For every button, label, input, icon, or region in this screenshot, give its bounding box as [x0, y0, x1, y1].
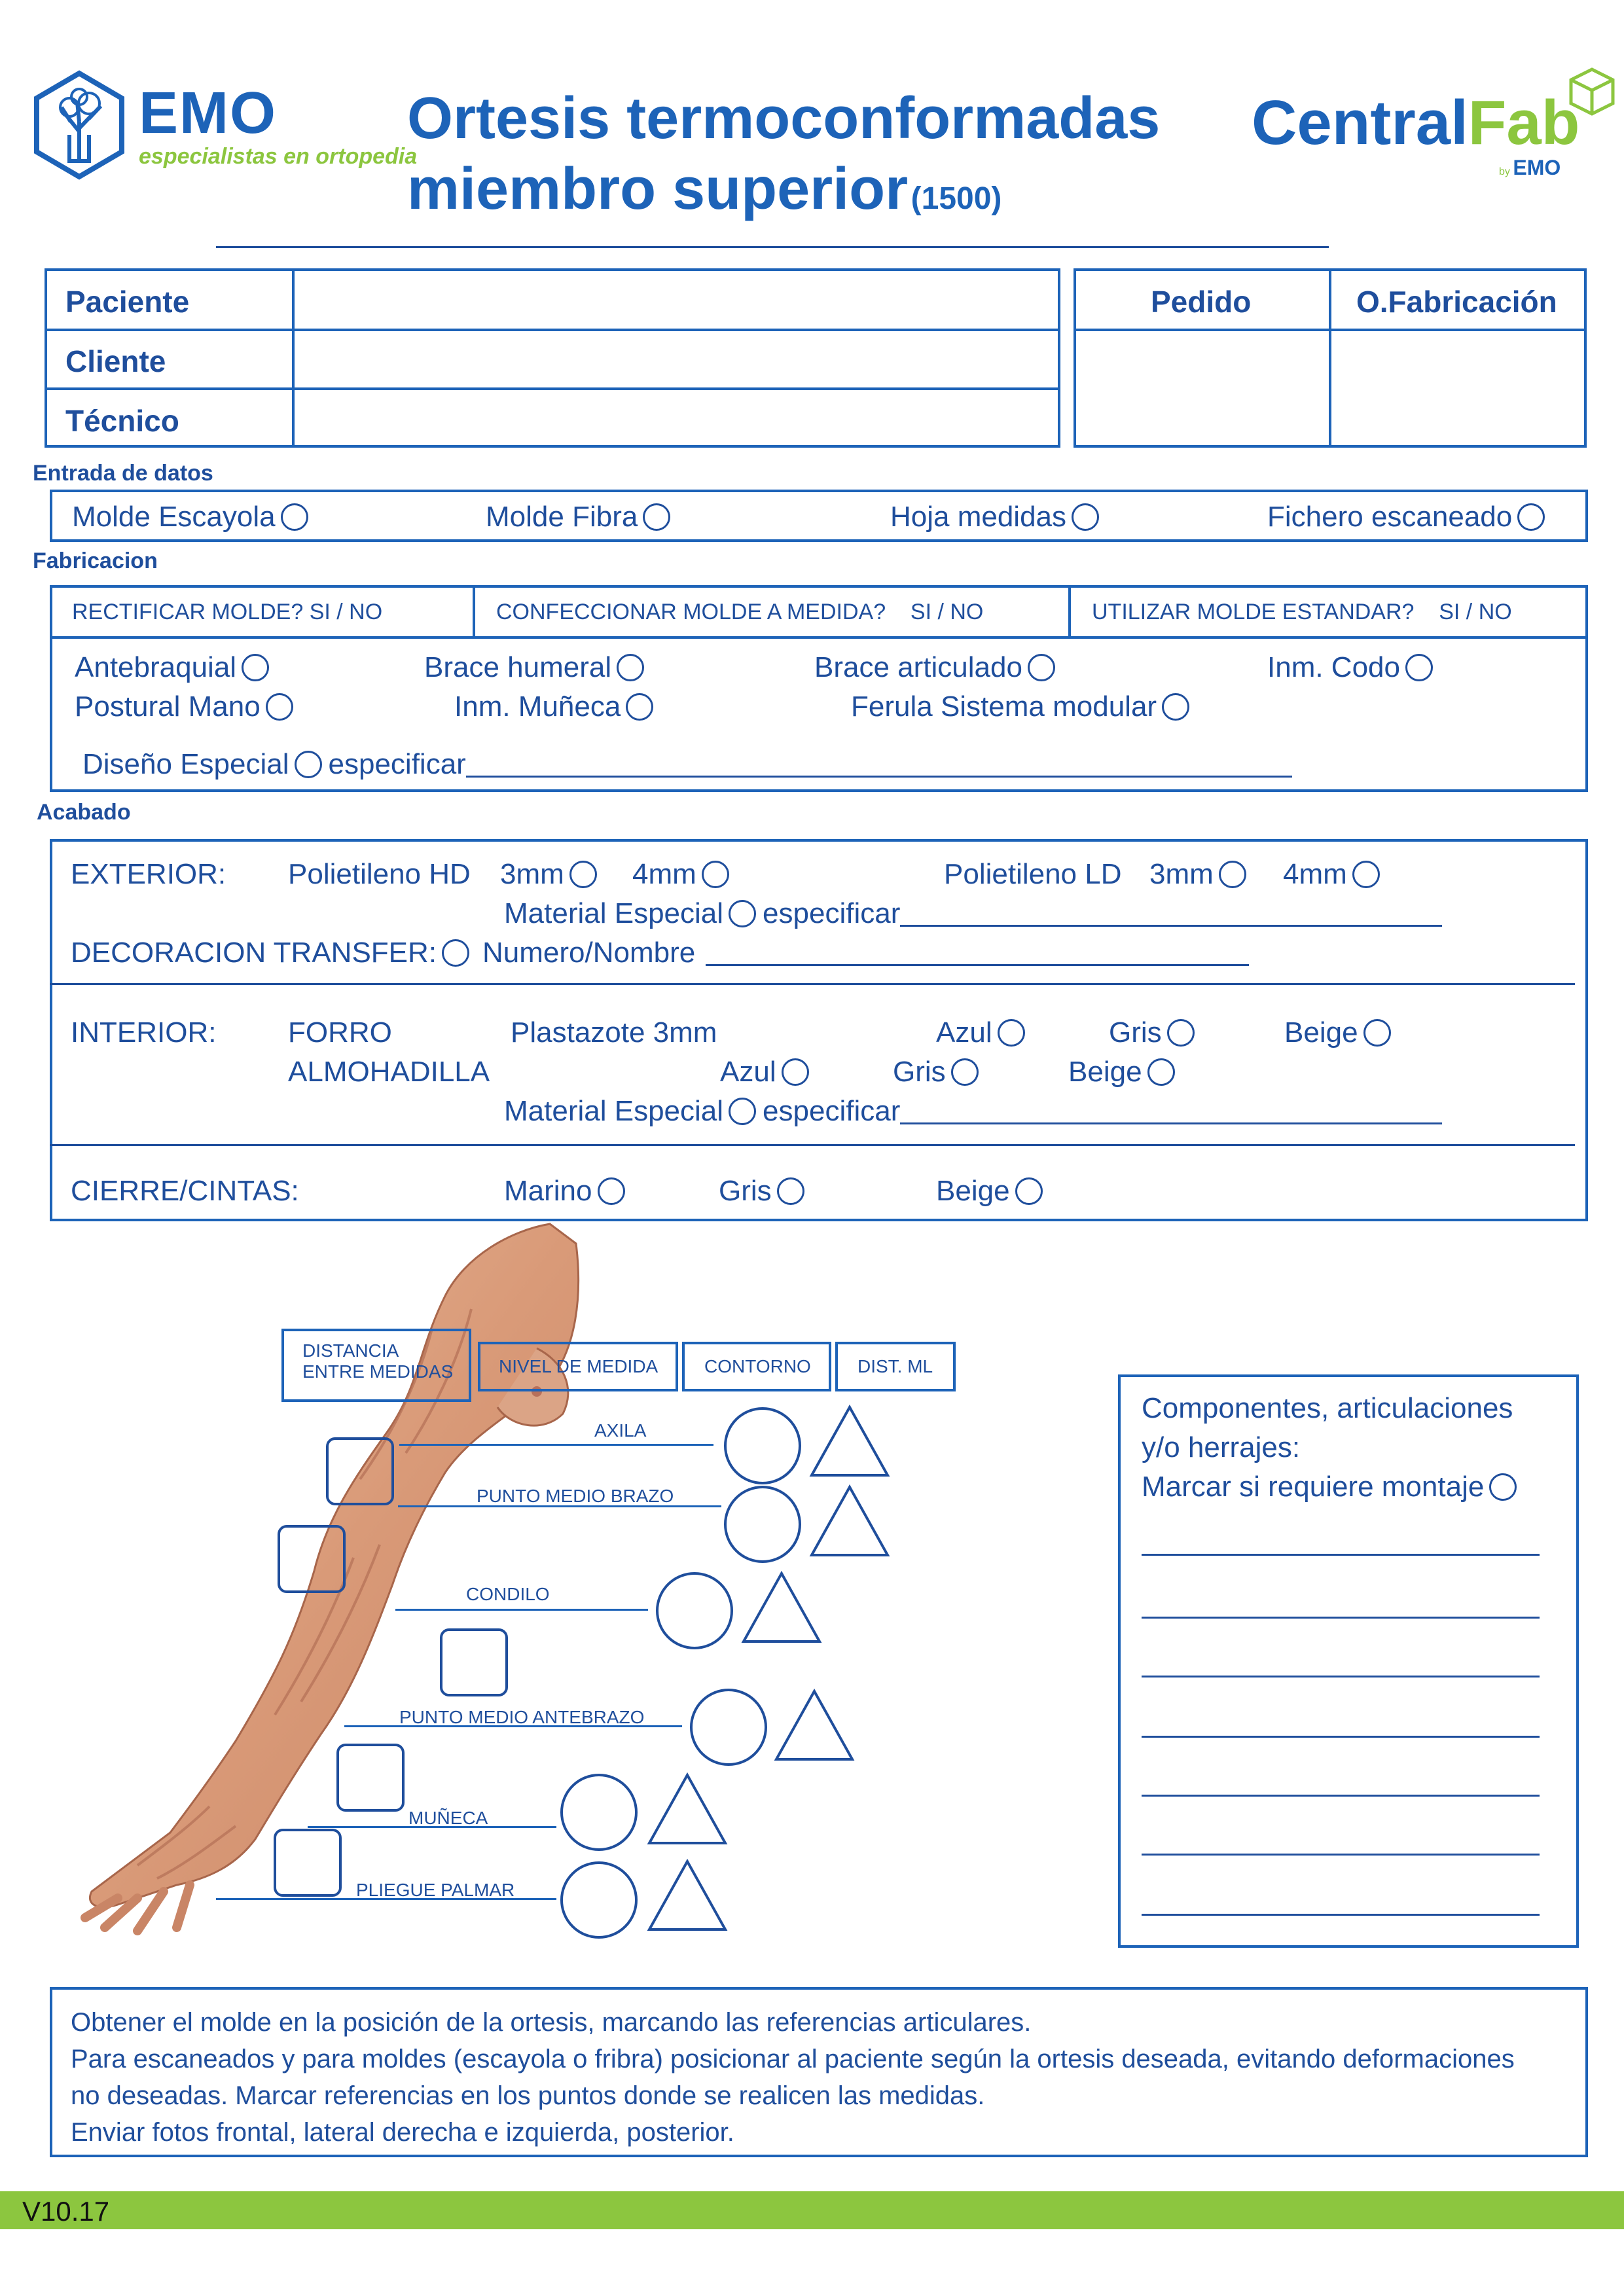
contorno-label: CONTORNO	[704, 1356, 811, 1376]
tecnico-field[interactable]	[296, 390, 1056, 445]
contorno-axila-circle[interactable]	[724, 1407, 801, 1484]
radio-circle-icon[interactable]	[1072, 503, 1099, 531]
distance-input-box[interactable]	[336, 1744, 405, 1812]
polietileno-hd-label: Polietileno HD	[288, 858, 471, 890]
cliente-label: Cliente	[65, 344, 166, 378]
acabado-section-title: Acabado	[37, 800, 131, 825]
radio-circle-icon[interactable]	[1489, 1473, 1517, 1501]
radio-circle-icon[interactable]	[1517, 503, 1545, 531]
components-line-1: Componentes, articulaciones	[1142, 1392, 1513, 1424]
radio-circle-icon[interactable]	[242, 654, 269, 681]
contorno-muneca-circle[interactable]	[560, 1774, 638, 1851]
question-confeccionar-molde[interactable]: CONFECCIONAR MOLDE A MEDIDA? SI / NO	[496, 600, 984, 624]
option-cierre-gris[interactable]: Gris	[719, 1177, 804, 1206]
option-almohadilla-gris[interactable]: Gris	[893, 1058, 979, 1086]
option-interior-material-especial[interactable]: Material Especial especificar	[504, 1097, 1442, 1126]
radio-circle-icon[interactable]	[281, 503, 308, 531]
pedido-field[interactable]	[1077, 331, 1327, 445]
option-postural-mano[interactable]: Postural Mano	[75, 692, 293, 721]
components-write-line[interactable]	[1142, 1676, 1540, 1677]
level-pliegue-palmar: PLIEGUE PALMAR	[356, 1880, 515, 1900]
diseno-especificar-field[interactable]	[466, 752, 1292, 778]
polietileno-ld-label: Polietileno LD	[944, 858, 1122, 890]
fabricacion-section-title: Fabricacion	[33, 548, 158, 573]
option-brace-humeral[interactable]: Brace humeral	[424, 653, 644, 682]
question-utilizar-molde-estandar[interactable]: UTILIZAR MOLDE ESTANDAR? SI / NO	[1092, 600, 1512, 624]
distance-input-box[interactable]	[274, 1829, 342, 1897]
option-hd-3mm[interactable]: 3mm	[500, 860, 597, 889]
level-condilo: CONDILO	[466, 1584, 550, 1604]
emo-tagline: especialistas en ortopedia	[139, 144, 418, 169]
centralfab-emo: EMO	[1513, 156, 1561, 179]
radio-circle-icon[interactable]	[729, 1098, 756, 1125]
dist-ml-muneca-triangle-icon[interactable]	[647, 1772, 728, 1846]
option-inm-codo[interactable]: Inm. Codo	[1267, 653, 1433, 682]
plastazote-label: Plastazote 3mm	[511, 1016, 717, 1049]
radio-circle-icon[interactable]	[442, 939, 469, 967]
radio-circle-icon[interactable]	[266, 693, 293, 721]
almohadilla-label: ALMOHADILLA	[288, 1056, 490, 1088]
option-molde-escayola[interactable]: Molde Escayola	[72, 503, 308, 531]
dist-ml-label: DIST. ML	[857, 1356, 933, 1376]
exterior-label: EXTERIOR:	[71, 858, 226, 890]
option-forro-beige[interactable]: Beige	[1284, 1018, 1391, 1047]
centralfab-central: Central	[1252, 88, 1468, 158]
contorno-punto-medio-antebrazo-circle[interactable]	[690, 1689, 767, 1766]
distancia-entre-medidas-label: DISTANCIA ENTRE MEDIDAS	[302, 1340, 454, 1382]
option-cierre-marino[interactable]: Marino	[504, 1177, 625, 1206]
option-ferula-sistema-modular[interactable]: Ferula Sistema modular	[851, 692, 1189, 721]
components-write-line[interactable]	[1142, 1795, 1540, 1797]
option-brace-articulado[interactable]: Brace articulado	[814, 653, 1055, 682]
components-write-line[interactable]	[1142, 1617, 1540, 1619]
option-molde-fibra[interactable]: Molde Fibra	[486, 503, 670, 531]
tecnico-label: Técnico	[65, 404, 179, 438]
distance-input-box[interactable]	[278, 1525, 346, 1593]
components-line-2: y/o herrajes:	[1142, 1431, 1301, 1463]
radio-circle-icon[interactable]	[1405, 654, 1433, 681]
radio-circle-icon[interactable]	[598, 1177, 625, 1205]
question-rectificar-molde[interactable]: RECTIFICAR MOLDE? SI / NO	[72, 600, 383, 624]
cube-icon	[1566, 65, 1618, 118]
radio-circle-icon[interactable]	[617, 654, 644, 681]
option-hd-4mm[interactable]: 4mm	[632, 860, 729, 889]
emo-logo-text: EMO	[139, 81, 278, 146]
dist-ml-condilo-triangle-icon[interactable]	[741, 1571, 822, 1644]
tree-hexagon-icon	[30, 69, 128, 181]
title-line-1: Ortesis termoconformadas	[407, 86, 1161, 151]
option-diseno-especial[interactable]: Diseño Especial especificar	[82, 750, 1292, 779]
option-exterior-material-especial[interactable]: Material Especial especificar	[504, 899, 1442, 928]
dist-ml-punto-medio-brazo-triangle-icon[interactable]	[809, 1484, 890, 1558]
option-inm-muneca[interactable]: Inm. Muñeca	[454, 692, 653, 721]
radio-circle-icon[interactable]	[1162, 693, 1189, 721]
nivel-de-medida-label: NIVEL DE MEDIDA	[499, 1356, 659, 1376]
ofabricacion-label: O.Fabricación	[1356, 285, 1557, 319]
instruction-line-4: Enviar fotos frontal, lateral derecha e izquierda, posterior.	[71, 2118, 734, 2147]
radio-circle-icon[interactable]	[626, 693, 653, 721]
radio-circle-icon[interactable]	[1219, 861, 1246, 888]
title-line-2: miembro superior	[407, 156, 909, 222]
entrada-section-title: Entrada de datos	[33, 461, 213, 486]
instructions-text	[71, 2004, 1576, 2151]
title-code: (1500)	[911, 181, 1002, 216]
cierre-cintas-label: CIERRE/CINTAS:	[71, 1175, 299, 1207]
option-almohadilla-azul[interactable]: Azul	[720, 1058, 809, 1086]
paciente-label: Paciente	[65, 285, 190, 319]
radio-circle-icon[interactable]	[1028, 654, 1055, 681]
contorno-pliegue-palmar-circle[interactable]	[560, 1861, 638, 1939]
option-ld-3mm[interactable]: 3mm	[1149, 860, 1246, 889]
instruction-line-1: Obtener el molde en la posición de la ortesis, marcando las referencias articulares.	[71, 2008, 1032, 2037]
level-muneca: MUÑECA	[408, 1808, 488, 1828]
ofabricacion-field[interactable]	[1333, 331, 1584, 445]
radio-circle-icon[interactable]	[569, 861, 597, 888]
radio-circle-icon[interactable]	[729, 900, 756, 927]
radio-circle-icon[interactable]	[1147, 1058, 1175, 1086]
radio-circle-icon[interactable]	[1167, 1019, 1195, 1047]
radio-circle-icon[interactable]	[643, 503, 670, 531]
centralfab-fab: Fab	[1468, 88, 1580, 158]
contorno-punto-medio-brazo-circle[interactable]	[724, 1486, 801, 1563]
interior-especificar-field[interactable]	[900, 1099, 1442, 1124]
radio-circle-icon[interactable]	[782, 1058, 809, 1086]
option-cierre-beige[interactable]: Beige	[936, 1177, 1043, 1206]
dist-ml-axila-triangle-icon[interactable]	[809, 1405, 890, 1478]
emo-logo	[30, 69, 418, 187]
instruction-line-2: Para escaneados y para moldes (escayola o fribra) posicionar al paciente según la ortesis deseada, evitando deformaciones	[71, 2045, 1515, 2073]
components-write-line[interactable]	[1142, 1554, 1540, 1556]
level-punto-medio-brazo: PUNTO MEDIO BRAZO	[477, 1486, 674, 1506]
dist-ml-punto-medio-antebrazo-triangle-icon[interactable]	[774, 1689, 855, 1762]
radio-circle-icon[interactable]	[951, 1058, 979, 1086]
distance-input-box[interactable]	[440, 1628, 508, 1696]
contorno-condilo-circle[interactable]	[656, 1572, 733, 1649]
page-title	[407, 86, 1161, 222]
option-forro-gris[interactable]: Gris	[1109, 1018, 1195, 1047]
forro-label: FORRO	[288, 1016, 392, 1049]
centralfab-by: by	[1499, 166, 1510, 177]
option-forro-azul[interactable]: Azul	[936, 1018, 1025, 1047]
option-requiere-montaje[interactable]: Marcar si requiere montaje	[1142, 1473, 1517, 1501]
centralfab-logo	[1252, 65, 1618, 183]
radio-circle-icon[interactable]	[777, 1177, 804, 1205]
title-underline	[216, 246, 1329, 248]
components-write-line[interactable]	[1142, 1854, 1540, 1856]
option-fichero-escaneado[interactable]: Fichero escaneado	[1267, 503, 1545, 531]
radio-circle-icon[interactable]	[295, 751, 322, 778]
pedido-label: Pedido	[1151, 285, 1252, 319]
radio-circle-icon[interactable]	[1363, 1019, 1391, 1047]
components-write-line[interactable]	[1142, 1914, 1540, 1916]
radio-circle-icon[interactable]	[702, 861, 729, 888]
radio-circle-icon[interactable]	[998, 1019, 1025, 1047]
cliente-field[interactable]	[296, 331, 1056, 386]
components-write-line[interactable]	[1142, 1736, 1540, 1738]
exterior-especificar-field[interactable]	[900, 901, 1442, 927]
radio-circle-icon[interactable]	[1015, 1177, 1043, 1205]
option-hoja-medidas[interactable]: Hoja medidas	[890, 503, 1099, 531]
numero-nombre-field[interactable]	[706, 941, 1249, 966]
version-label: V10.17	[22, 2196, 110, 2227]
instruction-line-3: no deseadas. Marcar referencias en los puntos donde se realicen las medidas.	[71, 2081, 985, 2110]
level-punto-medio-antebrazo: PUNTO MEDIO ANTEBRAZO	[399, 1707, 645, 1727]
radio-circle-icon[interactable]	[1352, 861, 1380, 888]
option-almohadilla-beige[interactable]: Beige	[1068, 1058, 1175, 1086]
distance-input-box[interactable]	[326, 1437, 394, 1505]
decoracion-transfer-label: DECORACION TRANSFER: Numero/Nombre	[71, 939, 1249, 967]
option-antebraquial[interactable]: Antebraquial	[75, 653, 269, 682]
option-ld-4mm[interactable]: 4mm	[1283, 860, 1380, 889]
paciente-field[interactable]	[296, 271, 1056, 327]
footer-bar	[0, 2191, 1624, 2229]
level-axila: AXILA	[594, 1420, 647, 1441]
interior-label: INTERIOR:	[71, 1016, 217, 1049]
dist-ml-pliegue-palmar-triangle-icon[interactable]	[647, 1859, 728, 1932]
